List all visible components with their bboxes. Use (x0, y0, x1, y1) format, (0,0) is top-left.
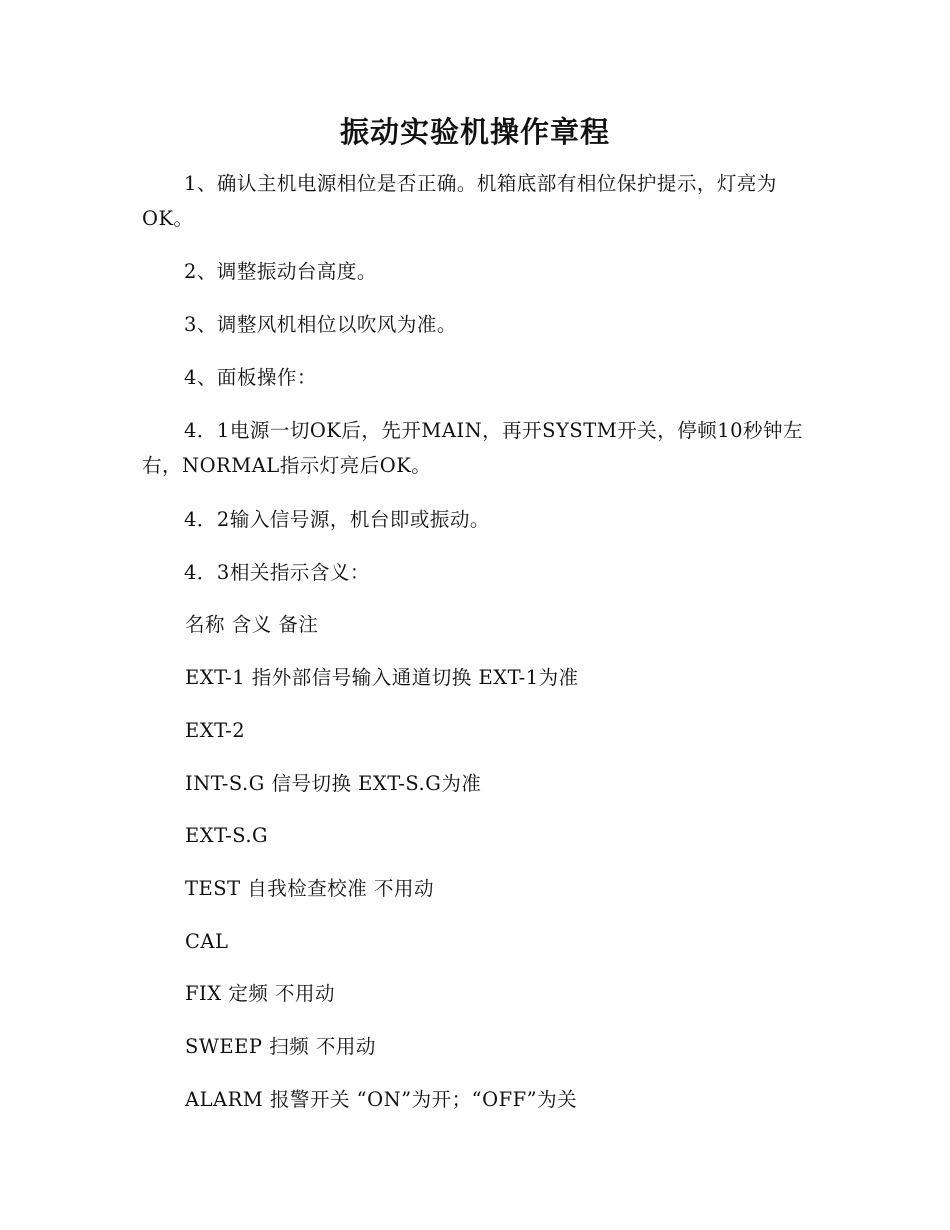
table-row: ALARM 报警开关 “ON”为开；“OFF”为关 (185, 1088, 578, 1111)
table-row: EXT-1 指外部信号输入通道切换 EXT-1为准 (185, 666, 579, 689)
paragraph-1: 1、确认主机电源相位是否正确。机箱底部有相位保护提示，灯亮为OK。 (142, 172, 777, 230)
paragraph-4: 4、面板操作： (184, 366, 317, 389)
document-title: 振动实验机操作章程 (339, 115, 610, 149)
paragraph-4-3: 4．3相关指示含义： (184, 561, 370, 584)
paragraph-4-1: 4．1电源一切OK后，先开MAIN，再开SYSTM开关，停顿10秒钟左右，NORMAL指示灯亮后OK。 (142, 419, 804, 477)
table-header-row: 名称 含义 备注 (185, 613, 319, 636)
table-row: FIX 定频 不用动 (185, 982, 336, 1005)
table-row: CAL (185, 930, 229, 953)
table-row: TEST 自我检查校准 不用动 (185, 877, 435, 900)
paragraph-4-2: 4．2输入信号源，机台即或振动。 (184, 508, 490, 531)
table-row: SWEEP 扫频 不用动 (185, 1035, 376, 1058)
table-row: EXT-2 (185, 719, 246, 742)
paragraph-3: 3、调整风机相位以吹风为准。 (184, 313, 457, 336)
table-row: EXT-S.G (185, 824, 269, 847)
paragraph-2: 2、调整振动台高度。 (184, 260, 377, 283)
table-row: INT-S.G 信号切换 EXT-S.G为准 (185, 772, 482, 795)
